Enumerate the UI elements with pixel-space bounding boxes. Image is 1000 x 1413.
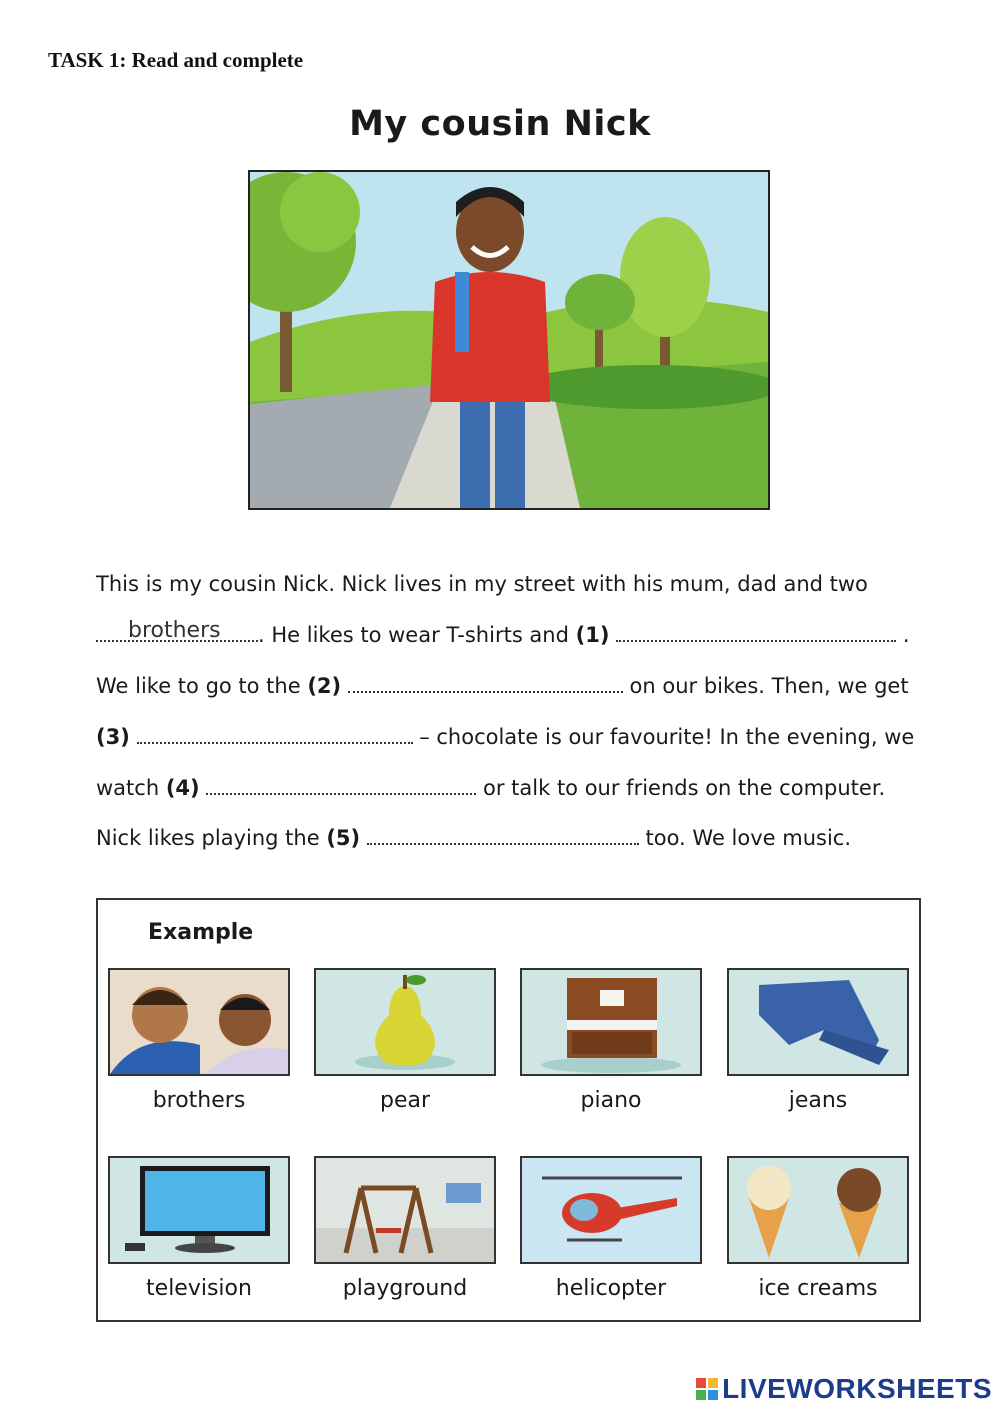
word-ice-creams: ice creams: [758, 1276, 878, 1301]
blank-label-3: (3): [96, 725, 130, 749]
word-box: [96, 898, 921, 1322]
pear-picture: [314, 968, 496, 1076]
story-line-2-text: . He likes to wear T-shirts and: [258, 623, 569, 647]
liveworksheets-logo: [696, 1373, 992, 1405]
story-line-4: [96, 725, 914, 749]
ice-creams-picture: [727, 1156, 909, 1264]
word-helicopter: helicopter: [555, 1276, 667, 1301]
blank-label-1: (1): [575, 623, 610, 647]
jeans-picture: [727, 968, 909, 1076]
story-illustration: [248, 170, 770, 510]
blank-3[interactable]: [137, 738, 413, 744]
task-heading: TASK 1: Read and complete: [48, 48, 304, 72]
story-line-3-before: We like to go to the: [96, 674, 301, 698]
blank-label-5: (5): [326, 826, 361, 850]
story-line-5-after: or talk to our friends on the computer.: [483, 776, 886, 800]
story-line-2: . He likes to wear T-shirts and (1) .: [96, 623, 910, 647]
story-title: My cousin Nick: [349, 104, 651, 144]
brand-text: LIVEWORKSHEETS: [722, 1373, 992, 1404]
story-line-5: [96, 776, 885, 800]
word-playground: playground: [342, 1276, 468, 1301]
playground-picture: [314, 1156, 496, 1264]
helicopter-picture: [520, 1156, 702, 1264]
story-line-6-before: Nick likes playing the: [96, 826, 320, 850]
brand-icon: [696, 1378, 718, 1400]
brothers-picture: [108, 968, 290, 1076]
story-line-6-after: too. We love music.: [645, 826, 852, 850]
story-line-1: This is my cousin Nick. Nick lives in my street with his mum, dad and two: [96, 572, 868, 596]
word-television: television: [146, 1276, 252, 1301]
example-answer: brothers: [128, 618, 221, 643]
piano-picture: [520, 968, 702, 1076]
example-label: Example: [148, 920, 254, 945]
blank-1[interactable]: [616, 636, 896, 642]
blank-5[interactable]: [367, 839, 639, 845]
television-picture: [108, 1156, 290, 1264]
blank-label-2: (2): [307, 674, 342, 698]
story-line-3: [96, 674, 909, 698]
blank-label-4: (4): [165, 776, 200, 800]
word-pear: pear: [379, 1088, 431, 1113]
word-piano: piano: [580, 1088, 642, 1113]
blank-4[interactable]: [206, 789, 476, 795]
story-line-6: [96, 826, 851, 850]
word-brothers: brothers: [152, 1088, 246, 1113]
blank-2[interactable]: [348, 687, 623, 693]
story-line-3-after: on our bikes. Then, we get: [629, 674, 909, 698]
story-line-5-before: watch: [96, 776, 160, 800]
story-line-4-after: – chocolate is our favourite! In the evening, we: [419, 725, 915, 749]
word-jeans: jeans: [788, 1088, 848, 1113]
